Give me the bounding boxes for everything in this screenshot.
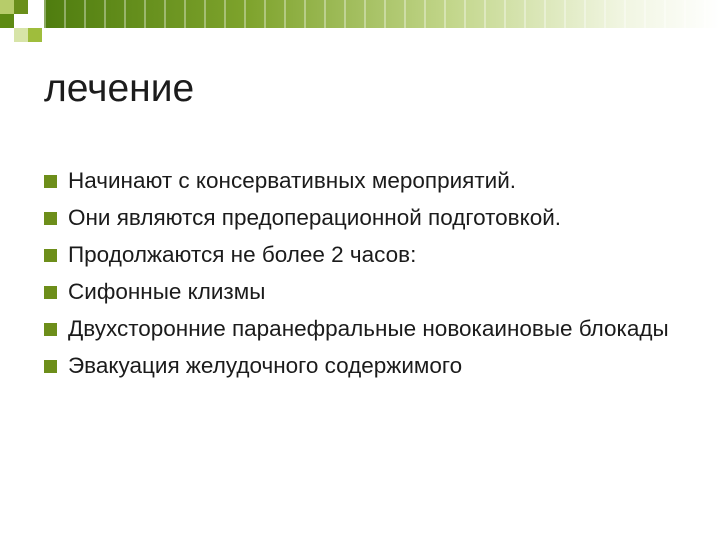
list-item-text: Продолжаются не более 2 часов: bbox=[68, 242, 417, 267]
bullet-list bbox=[44, 166, 684, 388]
decor-square bbox=[0, 0, 14, 14]
list-item bbox=[44, 203, 684, 232]
list-item bbox=[44, 240, 684, 269]
square-bullet-icon bbox=[44, 360, 57, 373]
list-item bbox=[44, 277, 684, 306]
list-item bbox=[44, 166, 684, 195]
square-bullet-icon bbox=[44, 323, 57, 336]
decor-square bbox=[14, 14, 28, 28]
list-item bbox=[44, 314, 684, 343]
list-item-text: Сифонные клизмы bbox=[68, 279, 266, 304]
square-bullet-icon bbox=[44, 212, 57, 225]
slide-title: лечение bbox=[44, 67, 195, 110]
square-bullet-icon bbox=[44, 175, 57, 188]
decor-square bbox=[0, 14, 14, 28]
list-item-text: Начинают с консервативных мероприятий. bbox=[68, 168, 517, 193]
list-item-text: Они являются предоперационной подготовкой. bbox=[68, 205, 562, 230]
header-gradient-bar bbox=[44, 0, 720, 28]
decor-square bbox=[28, 28, 42, 42]
list-item-text: Эвакуация желудочного содержимого bbox=[68, 353, 463, 378]
list-item bbox=[44, 351, 684, 380]
decor-square bbox=[14, 28, 28, 42]
decor-square bbox=[14, 0, 28, 14]
square-bullet-icon bbox=[44, 249, 57, 262]
list-item-text: Двухсторонние паранефральные новокаиновые блокады bbox=[68, 316, 669, 341]
square-bullet-icon bbox=[44, 286, 57, 299]
